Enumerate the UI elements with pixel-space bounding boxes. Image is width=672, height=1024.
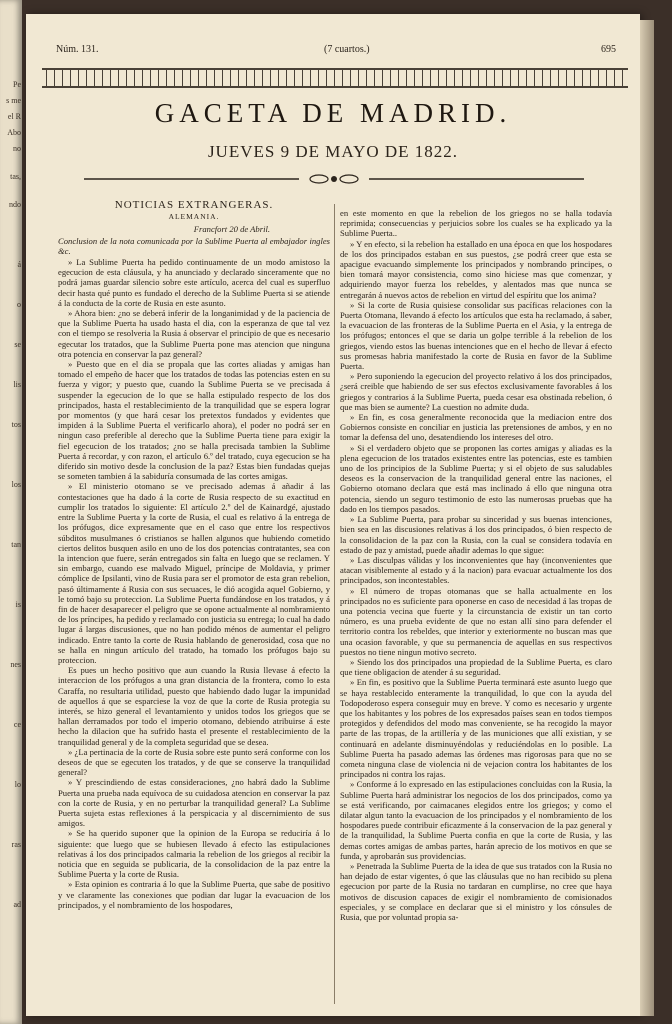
news-dateline: Francfort 20 de Abril. (193, 224, 270, 235)
paragraph: » Las disculpas válidas y los inconvenientes que hay (inconvenientes que atacan visiblemente al estado y á la nacion) para evacuar actualmente los dos principados, son incontestables. (340, 554, 612, 586)
page-header (56, 44, 616, 60)
column-divider (334, 204, 335, 1004)
paragraph: » Se ha querido suponer que la opinion de la Europa se reduciría á lo siguiente: que luego que se hubiesen llevado á efecto las estipulaciones relativas á los dos principados calmaria la rebelion de los griegos al recibir la noticia que en seguida se publicaria, de la consolidacion de la paz entre la Sublime Puerta y la corte de Rusia. (58, 828, 330, 880)
ornamental-rule (84, 172, 584, 186)
left-column (58, 200, 330, 1008)
paragraph: en este momento en que la rebelion de los griegos no se halla todavía reprimida; consecuencias y perjuicios sobre los cuales se ha explicado ya la Sublime Puerta.. (340, 208, 612, 239)
paragraph: » Siendo los dos principados una propiedad de la Sublime Puerta, es claro que tiene obligacion de atender á su seguridad. (340, 656, 612, 678)
paragraph: » Y prescindiendo de estas consideraciones, ¿no habrá dado la Sublime Puerta una prueba nada equívoca de su cuidadosa atencion en conservar la paz con la corte de Rusia, y en no perturbar la tranquilidad general? La Sublime Puerta sujeta estas reflexiones á la perspicacia y al discernimiento de sus amigos. (58, 777, 330, 829)
paragraph: » Conforme á lo expresado en las estipulaciones concluidas con la Rusia, la Sublime Puerta hará administrar los negocios de los dos principados, como ya se está verificando, por caimacanes elegidos entre los griegos; y como el dilatar algun tanto la evacuacion de los principados y el nombramiento de los hospodares puede contribuir eficazmente á la conservacion de la paz general y de la tranquilidad, la Sublime Puerta confia en que la corte de Rusia, y las demas cortes amigas de ambas partes, harán aprecio de los motivos en que se funda, y aprobarán sus providencias. (340, 779, 612, 861)
paragraph: » Pero suponiendo la egecucion del proyecto relativo á los dos principados, ¿será creible que habiendo de ser sus efectos exclusivamente favorables á los griegos y contrarios á la Sublime Puerta, pueda cesar esa obstinada rebelion, ó que mas bien se aumente? La cuestion no admite duda. (340, 371, 612, 412)
article-intro: Conclusion de la nota comunicada por la Sublime Puerta al embajador ingles &c. (58, 235, 330, 256)
paragraph: Es pues un hecho positivo que aun cuando la Rusia llevase á efecto la interaccion de los prófugos a una gran distancia de la frontera, como lo esta Caraffa, no resultaria utilidad, puesto que habiendo dado lugar la impunidad de aquellos á que se esparciese la voz de que la corte de Rusia protegia su interés, se hizo general el levantamiento y unidos todos los griegos que se hallan derramados por todo el imperio otomano, debiendo atribuirse á este hecho la dilacion que ha sufrido hasta el presente el restablecimiento de la tranquilidad general y de la completa seguridad que se desea. (58, 665, 330, 747)
issue-date: JUEVES 9 DE MAYO DE 1822. (207, 142, 459, 161)
country-heading: ALEMANIA. (168, 212, 220, 222)
paragraph: » La Sublime Puerta ha pedido continuamente de un modo amistoso la egecucion de esta cláusula, y ha anunciado y declarado sinceramente que no podrá jamas guardar silencio sobre este artículo, acerca del cual es superfluo decir hasta qué punto es fundado el derecho de la Sublime Puerta si se atiende á la conducta de la corte de Rusia en este asunto. (58, 257, 330, 308)
paragraph: » El número de tropas otomanas que se halla actualmente en los principados no es suficiente para oponerse en caso de necesidad á las tropas de una potencia vecina que fuerte y la circunstancia de existir un tan corto número, es una prueba evidente de que no estan allí sino para defender el territorio contra los rebeldes, que interior y exteriormente no buscan mas que una ocasion favorable, y que su permanencia de aquellas en sus respectivos puestos no tiene ningun motivo secreto. (340, 585, 612, 657)
issue-number: Núm. 131. (56, 44, 99, 55)
newspaper-page (26, 14, 640, 1016)
paragraph: » Puesto que en el dia se propala que las cortes aliadas y amigas han tomado el empeño de hacer que los tratados de todas las potencias esten en su fuerza y vigor; y puesto que, cuando la Sublime Puerta se ve precisada á suspender la egecucion de lo que se halla estipulado respecto de los dos principados, hasta el restablecimiento de la tranquilidad que se espera lograr por momentos (y que hará cesar los pretextos fundados y evidentes que impiden á la Sublime Puerta el verificarlo ahora), el poder no podrá ser en ningun caso preferible al derecho que la Sublime Puerta tiene para exigir la fiel egecucion de los tratados; ¿no se halla precisada tambien la Sublime Puerta á recordar, y con razon, el artículo 6.º del tratado, cuya egecucion se ha diferido sin motivo desde la conclusion de la paz? Estas bien fundadas quejas se someten tambien á la sabiduría consumada de las cortes amigas. (58, 359, 330, 482)
paragraph: » ¿La pertinacia de la corte de Rusia sobre este punto será conforme con los deseos de que se egecuten los tratados, y de que se conserve la tranquilidad general? (58, 746, 330, 778)
page-edge-shadow (640, 20, 654, 1016)
page-number: 695 (601, 44, 616, 55)
ornamental-border (42, 68, 628, 88)
paragraph: » Si la corte de Rusia quisiese consolidar sus pacíficas relaciones con la Puerta Otomana, llevando á efecto los artículos que esta ha reclamado, á saber, la evacuacion de las fronteras de la Sublime Puerta en el Asia, y la entrega de los prófugos; entonces el que se daria un golpe terrible á la rebelion de los griegos, viendo estos las buenas intenciones que en el hecho de llevar á efecto sus promesas habria manifestado la corte de Rusia en favor de la Sublime Puerta. (340, 299, 612, 372)
paragraph: » En fin, es positivo que la Sublime Puerta terminará este asunto luego que se haya restablecido enteramente la tranquilidad, lo que con la ayuda del Todopoderoso espera conseguir muy en breve. Y como es necesario y urgente que los habitantes y los pobres de los expresados países sean en todos tiempos protegidos y defendidos del modo mas conveniente, se ha recogido la mayor parte de las tropas, de la artillería y de las municiones que allí existian, y se continuará en adelante disminuyéndolas y reduciéndolas en lo posible. La Sublime Puerta ha pasado ademas las órdenes mas rigorosas para que no se cometa ninguna clase de violencia ni de vejacion contra los habitantes de los principados ni contra los rajas. (340, 677, 612, 780)
issue-price: (7 cuartos.) (324, 44, 370, 55)
paragraph: » Penetrada la Sublime Puerta de la idea de que sus tratados con la Rusia no han dejado de estar vigentes, ó que las cláusulas que no han recibido su plena egecucion por parte de la Rusia no tardaran en cumplirse, no cree que haya motivos de discusion capaces de exigir el nombramiento de comisionados especiales, y se complace en declarar que si el ministro y los cónsules de Rusia, que por voluntad propia sa- (340, 861, 612, 923)
section-title: NOTICIAS EXTRANGERAS. (114, 200, 274, 211)
paragraph: » La Sublime Puerta, para probar su sinceridad y sus buenas intenciones, bien sea en las discusiones relativas á los dos principados, ó bien respecto de la consolidacion de la paz con la Rusia, con la cual se considera todavía en estado de paz y amistad, puede añadir ademas lo que sigue: (340, 514, 612, 555)
paragraph: » El ministerio otomano se ve precisado ademas á añadir á las contestaciones que ha dado á la corte de Rusia respecto de su exactitud en cumplir los tratados lo siguiente: El artículo 2.º del de Kainardgé, ajustado entre la Sublime Puerta y la corte de Rusia, el cual es relativo á la entrega de los prófugos, dice expresamente que en el caso que entre los respectivos súbditos musulmanes ó cristianos se hallen algunos que hubiendo cometido ciertos delitos busquen asilo en uno de los dos potencias contratantes, sea con la intencion que fuere, serán entregados sin falta en luego que se reclamen. Y sin embargo, cuando ese malvado Miguel, príncipe de Moldavia, y primer cómplice de Ipsilanti, vino de Rusia para ser el promotor de esta gran rebelion, pasó últimamente á Rusia con sus secuaces, le dió acogida aquel Gobierno, y le tomó bajo su proteccion. La Sublime Puerta fundándose en los tratados, y á fin de hacer desaparecer el peligro que se opone actualmente al nombramiento de los príncipes, ha pedido y reclamado con justicia su entrega; lo cual ha dado lugar á largas discusiones, que no han podido ménos de aumentar el peligro indicado. Entre tanto la corte de Rusia hablando de generosidad, cosa que no se halla en ningun artículo del tratado, ha tomado los prófugos bajo su proteccion. (58, 481, 330, 665)
paragraph: » Y en efecto, si la rebelion ha estallado en una época en que los hospodares de los dos principados estaban en sus puestos, ¿se podrá creer que esta se apacigue evacuando simplemente los principados y nombrando principes, o bien tomará mayor consistencia, como sino hiciese mas que comenzar, y adquiriendo mayor fuerza los rebeldes, y alentados mas que nunca se entregarán á nuevos actos de rebelion en virtud del espíritu que los anima? (340, 238, 612, 300)
paragraph: » En fin, es cosa generalmente reconocida que la mediacion entre dos Gobiernos consiste en conciliar en justicia las pretensiones de ambos, y en no tomar la defensa del uno, desatendiendo los intereses del otro. (340, 412, 612, 443)
paragraph: » Esta opinion es contraria á lo que la Sublime Puerta, que sabe de positivo y ve claramente las conexiones que podian dar lugar la evacuacion de los principados, y el nombramiento de los hospodares, (58, 879, 330, 910)
paragraph: » Si el verdadero objeto que se proponen las cortes amigas y aliadas es la plena egecucion de los tratados existentes entre las potencias, este es tambien uno de los principios de la Sublime Puerta; y si el objeto de sus saludables deseos es la conservacion de la tranquilidad general entre las naciones, el Gobierno otomano declara que está mas inclinado á ello que ninguna otra potencia, siendo un seguro testimonio de esto las numerosas pruebas que ha dado en los tiempos pasados. (340, 442, 612, 514)
right-column (340, 208, 612, 1008)
previous-page-edge: Pe s me el R Abo no tas, ndo á o se lis tos los tan is nes ce lo ras ad (0, 0, 22, 1024)
paragraph: » Ahora bien: ¿no se deberá inferir de la longanimidad y de la paciencia de que la Sublime Puerta ha usado hasta el dia, con la esperanza de que tal vez con el tiempo se resolveria la Rusia á observar el principio de que es necesario egecutar los tratados, que la Sublime Puerta pone mas atencion que ninguna otra potencia en conservar la paz general? (58, 308, 330, 359)
masthead-title: GACETA DE MADRID. (154, 98, 512, 128)
